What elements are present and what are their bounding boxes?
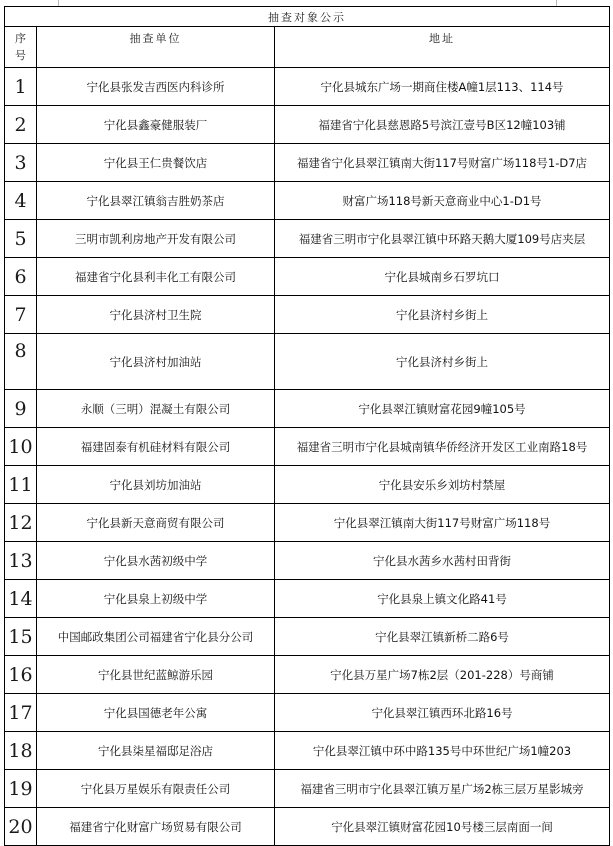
row-unit: 宁化县王仁贵餐饮店 bbox=[37, 144, 275, 182]
row-address: 福建省宁化县翠江镇南大街117号财富广场118号1-D7店 bbox=[275, 144, 610, 182]
row-unit: 宁化县刘坊加油站 bbox=[37, 466, 275, 504]
inspection-targets-table bbox=[4, 6, 610, 846]
table-row bbox=[5, 334, 610, 390]
row-unit: 宁化县鑫豪健服装厂 bbox=[37, 106, 275, 144]
row-address: 宁化县安乐乡刘坊村禁屋 bbox=[275, 466, 610, 504]
table-title: 抽查对象公示 bbox=[5, 7, 610, 27]
row-index: 9 bbox=[5, 390, 37, 428]
row-unit: 宁化县张发吉西医内科诊所 bbox=[37, 68, 275, 106]
row-address: 宁化县翠江镇财富花园9幢105号 bbox=[275, 390, 610, 428]
row-index: 1 bbox=[5, 68, 37, 106]
row-address: 宁化县济村乡街上 bbox=[275, 334, 610, 390]
row-address: 宁化县济村乡街上 bbox=[275, 296, 610, 334]
row-unit: 中国邮政集团公司福建省宁化县分公司 bbox=[37, 618, 275, 656]
row-address: 福建省三明市宁化县翠江镇中环路天鹅大厦109号店夹层 bbox=[275, 220, 610, 258]
row-unit: 福建省宁化县利丰化工有限公司 bbox=[37, 258, 275, 296]
row-index: 19 bbox=[5, 770, 37, 808]
row-address: 宁化县城东广场一期商住楼A幢1层113、114号 bbox=[275, 68, 610, 106]
row-index: 20 bbox=[5, 808, 37, 846]
table-row bbox=[5, 580, 610, 618]
table-row bbox=[5, 694, 610, 732]
row-address: 宁化县水茜乡水茜村田背街 bbox=[275, 542, 610, 580]
row-index: 16 bbox=[5, 656, 37, 694]
row-address: 宁化县翠江镇财富花园10号楼三层南面一间 bbox=[275, 808, 610, 846]
row-index: 6 bbox=[5, 258, 37, 296]
row-unit: 宁化县翠江镇翁吉胜奶茶店 bbox=[37, 182, 275, 220]
table-row bbox=[5, 144, 610, 182]
table-row bbox=[5, 808, 610, 846]
table-row bbox=[5, 466, 610, 504]
table-row bbox=[5, 656, 610, 694]
row-unit: 宁化县国德老年公寓 bbox=[37, 694, 275, 732]
row-unit: 福建固泰有机硅材料有限公司 bbox=[37, 428, 275, 466]
row-unit: 宁化县万星娱乐有限责任公司 bbox=[37, 770, 275, 808]
row-address: 福建省三明市宁化县翠江镇万星广场2栋三层万星影城旁 bbox=[275, 770, 610, 808]
table-title-row bbox=[5, 7, 610, 27]
row-index: 18 bbox=[5, 732, 37, 770]
row-address: 福建省三明市宁化县城南镇华侨经济开发区工业南路18号 bbox=[275, 428, 610, 466]
row-index: 10 bbox=[5, 428, 37, 466]
table-row bbox=[5, 770, 610, 808]
row-index: 5 bbox=[5, 220, 37, 258]
row-unit: 三明市凯利房地产开发有限公司 bbox=[37, 220, 275, 258]
row-index: 3 bbox=[5, 144, 37, 182]
row-index: 8 bbox=[5, 334, 37, 390]
table-row bbox=[5, 220, 610, 258]
row-unit: 宁化县水茜初级中学 bbox=[37, 542, 275, 580]
row-unit: 永顺（三明）混凝土有限公司 bbox=[37, 390, 275, 428]
row-address: 宁化县泉上镇文化路41号 bbox=[275, 580, 610, 618]
table-row bbox=[5, 182, 610, 220]
row-index: 2 bbox=[5, 106, 37, 144]
row-address: 福建省宁化县慈恩路5号滨江壹号B区12幢103铺 bbox=[275, 106, 610, 144]
column-header-index bbox=[5, 27, 37, 68]
row-address: 宁化县翠江镇南大街117号财富广场118号 bbox=[275, 504, 610, 542]
column-header-unit: 抽查单位 bbox=[37, 27, 275, 68]
table-row bbox=[5, 542, 610, 580]
column-header-index-line2: 号 bbox=[15, 49, 26, 62]
row-unit: 宁化县济村卫生院 bbox=[37, 296, 275, 334]
row-index: 14 bbox=[5, 580, 37, 618]
table-row bbox=[5, 296, 610, 334]
row-index: 4 bbox=[5, 182, 37, 220]
row-unit: 宁化县柒星福邸足浴店 bbox=[37, 732, 275, 770]
row-address: 宁化县翠江镇新桥二路6号 bbox=[275, 618, 610, 656]
table-header-row bbox=[5, 27, 610, 68]
row-address: 财富广场118号新天意商业中心1-D1号 bbox=[275, 182, 610, 220]
row-unit: 宁化县泉上初级中学 bbox=[37, 580, 275, 618]
column-header-address: 地址 bbox=[275, 27, 610, 68]
table-row bbox=[5, 68, 610, 106]
row-address: 宁化县翠江镇中环中路135号中环世纪广场1幢203 bbox=[275, 732, 610, 770]
row-index: 11 bbox=[5, 466, 37, 504]
column-header-index-line1: 序 bbox=[15, 32, 26, 45]
table-row bbox=[5, 258, 610, 296]
table-row bbox=[5, 390, 610, 428]
row-address: 宁化县万星广场7栋2层（201-228）号商铺 bbox=[275, 656, 610, 694]
row-index: 17 bbox=[5, 694, 37, 732]
row-unit: 宁化县济村加油站 bbox=[37, 334, 275, 390]
row-index: 12 bbox=[5, 504, 37, 542]
table-row bbox=[5, 732, 610, 770]
row-index: 15 bbox=[5, 618, 37, 656]
row-unit: 宁化县新天意商贸有限公司 bbox=[37, 504, 275, 542]
table-row bbox=[5, 428, 610, 466]
table-row bbox=[5, 618, 610, 656]
row-unit: 宁化县世纪蓝鲸游乐园 bbox=[37, 656, 275, 694]
row-address: 宁化县翠江镇西环北路16号 bbox=[275, 694, 610, 732]
row-index: 13 bbox=[5, 542, 37, 580]
row-address: 宁化县城南乡石罗坑口 bbox=[275, 258, 610, 296]
row-index: 7 bbox=[5, 296, 37, 334]
table-row bbox=[5, 106, 610, 144]
row-unit: 福建省宁化财富广场贸易有限公司 bbox=[37, 808, 275, 846]
table-row bbox=[5, 504, 610, 542]
